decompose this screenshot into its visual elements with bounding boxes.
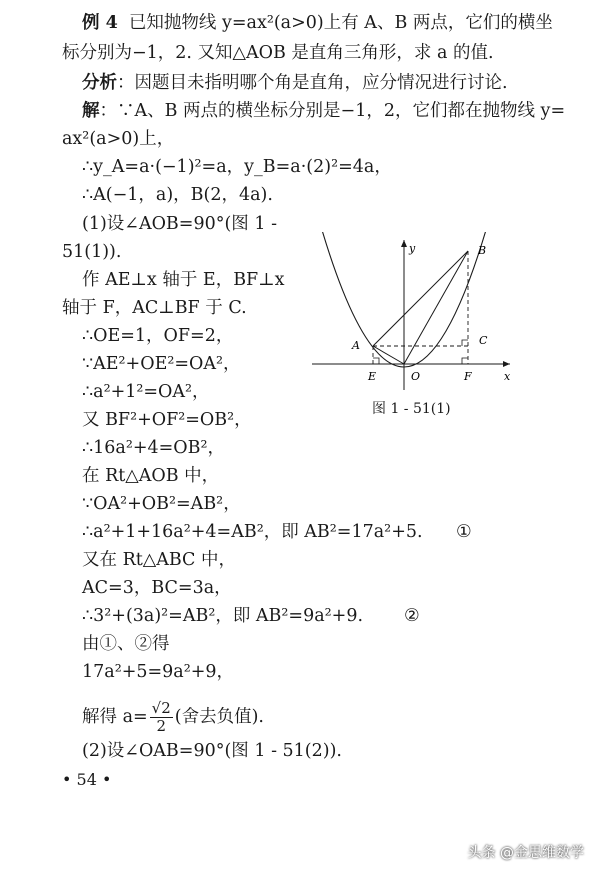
label-a: A <box>352 339 360 352</box>
solution-text-1: ：∵A、B 两点的横坐标分别是−1，2，它们都在抛物线 y= <box>99 101 566 121</box>
solution-line-14: 在 Rt△AOB 中， <box>82 466 220 486</box>
segment-ab <box>373 251 468 346</box>
watermark: 头条 @金思维数学 <box>467 845 584 861</box>
equation-marker-2: ② <box>404 606 420 626</box>
solution-line-2: ax²(a>0)上， <box>62 129 175 149</box>
x-axis-arrow <box>503 361 510 367</box>
problem-text-1: 已知抛物线 y=ax²(a>0)上有 A、B 两点，它们的横坐 <box>128 13 553 33</box>
solution-line-10: ∵AE²+OE²=OA²， <box>82 354 241 374</box>
solve-prefix: 解得 a= <box>82 707 148 727</box>
analysis-text: ：因题目未指明哪个角是直角，应分情况进行讨论. <box>117 73 508 93</box>
solution-line-19: ∴3²+(3a)²=AB²，即 AB²=9a²+9. <box>82 606 364 626</box>
right-angle-f <box>462 358 468 364</box>
solution-line-16: ∴a²+1+16a²+4=AB²，即 AB²=17a²+5. <box>82 522 423 542</box>
page-number: • 54 • <box>62 770 112 789</box>
figure-caption: 图 1 - 51(1) <box>372 401 451 417</box>
problem-line-1 <box>82 12 553 34</box>
solution-line-17: 又在 Rt△ABC 中， <box>82 550 237 570</box>
solution-line-5: (1)设∠AOB=90°(图 1 - <box>82 214 277 234</box>
label-f: F <box>464 370 472 383</box>
solution-line-22 <box>82 700 264 735</box>
solution-line-15: ∵OA²+OB²=AB²， <box>82 494 241 514</box>
solution-line-12: 又 BF²+OF²=OB²， <box>82 410 252 430</box>
analysis-line <box>82 72 508 94</box>
segment-ao <box>373 346 404 364</box>
fraction-denominator: 2 <box>156 717 166 735</box>
solution-line-9: ∴OE=1，OF=2， <box>82 326 234 346</box>
problem-heading: 例 4 <box>82 13 118 33</box>
label-b: B <box>478 244 487 257</box>
solution-line-1 <box>82 100 565 122</box>
solution-line-20: 由①、②得 <box>82 634 170 654</box>
solution-line-13: ∴16a²+4=OB²， <box>82 438 226 458</box>
solution-line-21: 17a²+5=9a²+9， <box>82 662 235 682</box>
solution-line-8: 轴于 F，AC⊥BF 于 C. <box>62 298 247 318</box>
label-c: C <box>479 334 488 347</box>
label-o: O <box>411 370 421 383</box>
equation-marker-1: ① <box>456 522 472 542</box>
y-axis-arrow <box>401 240 407 247</box>
analysis-label: 分析 <box>82 73 117 93</box>
fraction-numerator: √2 <box>151 699 171 717</box>
fraction-sqrt2-over-2 <box>150 700 173 735</box>
problem-line-2: 标分别为−1，2. 又知△AOB 是直角三角形，求 a 的值. <box>62 43 494 63</box>
solve-suffix: (舍去负值). <box>174 707 264 727</box>
solution-line-6: 51(1)). <box>62 242 122 262</box>
label-x: x <box>504 370 511 383</box>
label-y: y <box>409 242 416 255</box>
solution-line-4: ∴A(−1，a)，B(2，4a). <box>82 185 273 205</box>
solution-line-7: 作 AE⊥x 轴于 E，BF⊥x <box>82 270 285 290</box>
right-angle-c <box>462 340 468 346</box>
solution-label: 解 <box>82 101 100 121</box>
solution-line-11: ∴a²+1²=OA²， <box>82 382 210 402</box>
solution-line-18: AC=3，BC=3a， <box>82 578 232 598</box>
solution-line-3: ∴y_A=a·(−1)²=a，y_B=a·(2)²=4a， <box>82 157 392 177</box>
solution-line-24: (2)设∠OAB=90°(图 1 - 51(2)). <box>82 741 342 761</box>
right-angle-e <box>373 358 379 364</box>
parabola-figure <box>312 232 522 392</box>
label-e: E <box>368 370 377 383</box>
